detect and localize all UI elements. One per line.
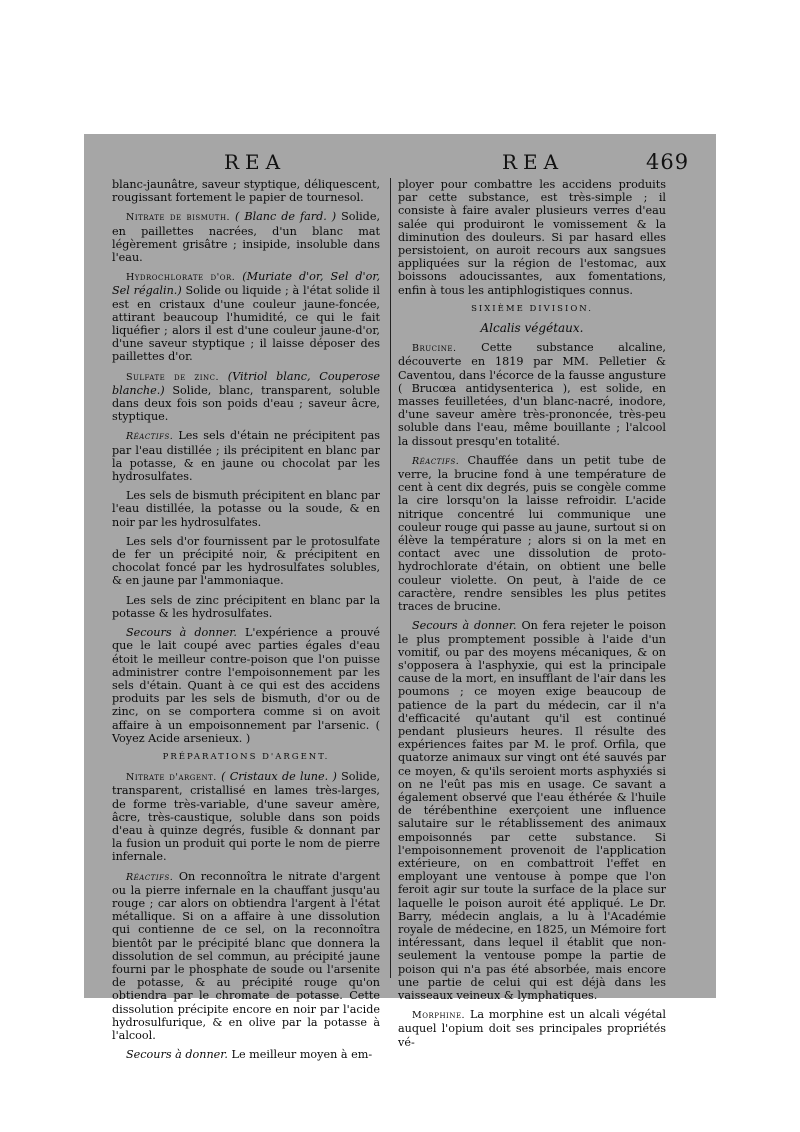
entry-label: Morphine. <box>412 1010 466 1022</box>
entry-nitrate-bismuth <box>112 210 380 264</box>
entry-text: Le meilleur moyen à em- <box>227 1048 373 1062</box>
entry-nitrate-argent <box>112 770 380 863</box>
entry-brucine <box>398 341 666 448</box>
column-rule <box>390 178 391 978</box>
entry-text: Chauffée dans un petit tube de verre, la brucine fond à une température de cent à cent dix degrés, puis se congèle comme la cire lorsqu'on la laisse refroidir. L'acide nitrique concentré lui communique une couleur rouge qui passe au jaune, surtout si on élève la température ; alors si on la met en contact avec une dissolution de proto-hydrochlorate d'étain, on obtient une belle couleur violette. On peut, à l'aide de ce caractère, rendre sensibles les plus petites traces de brucine. <box>398 453 666 614</box>
paragraph: Les sels de bismuth précipitent en blanc par l'eau distillée, la potasse ou la soude, & en noir par les hydrosulfates. <box>112 489 380 529</box>
entry-hydrochlorate-or <box>112 270 380 363</box>
section-heading: PRÉPARATIONS D'ARGENT. <box>162 751 330 762</box>
paragraph: blanc-jaunâtre, saveur styptique, déliquescent, rougissant fortement le papier de tournesol. <box>112 178 380 205</box>
page-number: 469 <box>646 150 690 174</box>
entry-text: Solide, transparent, cristallisé en lames très-larges, de forme très-variable, d'une saveur amère, âcre, très-caustique, soluble dans son poids d'eau à quinze degrés, fusible & donnant par la fusion un produit qui porte le nom de pierre infernale. <box>112 770 381 864</box>
entry-text: On reconnoîtra le nitrate d'argent ou la pierre infernale en la chauffant jusqu'au rouge ; car alors on obtiendra l'argent à l'état métallique. Si on a affaire à une dissolution qui contienne de ce sel, on la reconnoîtra bientôt par le précipité blanc que donnera la dissolution de sel commun, au précipité jaune fourni par le phosphate de soude ou l'arsenite de potasse, & au précipité rouge qu'on obtiendra par le chromate de potasse. Cette dissolution précipite encore en noir par l'acide hydrosulfurique, & en olive par la potasse à l'alcool. <box>112 869 380 1042</box>
entry-label: Réactifs. <box>412 455 460 467</box>
running-head <box>84 150 716 178</box>
entry-text: Cette substance alcaline, découverte en 1819 par MM. Pelletier & Caventou, dans l'écorce de la fausse angusture ( Brucœa antidysenterica ), est solide, en masses feuilletées, d'un blanc-nacré, inodore, d'une saveur amère très-prononcée, très-peu soluble dans l'eau, même bouillante ; l'alcool la dissout presqu'en totalité. <box>398 341 666 448</box>
entry-synonym: (Vitriol blanc, Couperose blanche.) <box>112 369 380 397</box>
running-head-right: REA <box>502 150 565 174</box>
secours-paragraph <box>112 1048 380 1061</box>
entry-label: Réactifs. <box>126 431 174 443</box>
entry-text: On fera rejeter le poison le plus promptement possible à l'aide d'un vomitif, ou par des moyens mécaniques, & on s'opposera à l'asphyxie, qui est la principale cause de la mort, en insufflant de l'air dans les poumons ; ce moyen exige beaucoup de patience de la part du médecin, car il n'a d'efficacité qu'autant qu'il est continué pendant plusieurs heures. Il résulte des expériences faites par M. le prof. Orfila, que quatorze animaux sur vingt ont été sauvés par ce moyen, & qu'ils seroient morts asphyxiés si on ne l'eût pas mis en usage. Ce savant a également observé que l'eau éthérée & l'huile de térébenthine exerçoient une influence salutaire sur le rétablissement des animaux empoisonnés par cette substance. Si l'empoisonnement provenoit de l'application extérieure, on en combattroit l'effet en employant une ventouse à pompe que l'on feroit agir sur toute la surface de la place sur laquelle le poison auroit été appliqué. Le Dr. Barry, médecin anglais, a lu à l'Académie royale de médecine, en 1825, un Mémoire fort intéressant, dans lequel il établit que non-seulement la ventouse pompe la partie de poison qui n'a pas été absorbée, mais encore une partie de celui qui est déjà dans les vaisseaux veineux & lymphatiques. <box>398 619 666 1002</box>
entry-morphine <box>398 1008 666 1049</box>
entry-label: Secours à donner. <box>126 1048 228 1062</box>
entry-text: L'expérience a prouvé que le lait coupé avec parties égales d'eau étoit le meilleur contre-poison que l'on puisse administrer contre l'empoisonnement par les sels d'étain. Quant à ce qui est des accidens produits par les sels de bismuth, d'or ou de zinc, on se comportera comme si on avoit affaire à un empoisonnement par l'arsenic. ( Voyez Acide arsenieux. ) <box>112 626 381 745</box>
paragraph: Les sels d'or fournissent par le protosulfate de fer un précipité noir, & précipitent en chocolat foncé par les hydrosulfates solubles, & en jaune par l'ammoniaque. <box>112 534 380 588</box>
section-title: Alcalis végétaux. <box>480 321 584 336</box>
entry-sulfate-zinc <box>112 370 380 424</box>
entry-label: Sulfate de zinc. <box>126 371 220 383</box>
running-head-left: REA <box>224 150 287 174</box>
entry-label: Hydrochlorate d'or. <box>126 272 236 284</box>
paragraph: Les sels de zinc précipitent en blanc par la potasse & les hydrosulfates. <box>112 593 380 620</box>
secours-paragraph <box>112 626 380 745</box>
entry-text: Solide, en paillettes nacrées, d'un blanc mat légèrement grisâtre ; insipide, insoluble dans l'eau. <box>112 210 380 265</box>
entry-label: Secours à donner. <box>126 626 237 640</box>
entry-synonym: ( Blanc de fard. ) <box>235 210 337 224</box>
entry-text: Solide, blanc, transparent, soluble dans deux fois son poids d'eau ; saveur âcre, styptique. <box>112 383 380 424</box>
reactifs-paragraph <box>112 870 380 1043</box>
scanned-page <box>84 134 716 1062</box>
section-heading: SIXIÈME DIVISION. <box>471 303 593 314</box>
right-column <box>398 178 666 1055</box>
entry-label: Secours à donner. <box>412 619 517 633</box>
entry-label: Nitrate de bismuth. <box>126 212 231 224</box>
reactifs-paragraph <box>398 454 666 613</box>
entry-label: Réactifs. <box>126 871 174 883</box>
entry-text: Solide ou liquide ; à l'état solide il est en cristaux d'une couleur jaune-foncée, attirant beaucoup l'humidité, ce qui le fait liquéfier ; alors il est d'une couleur jaune-d'or, d'une saveur styptique ; il laisse déposer des paillettes d'or. <box>112 284 380 364</box>
left-column <box>112 178 380 1067</box>
entry-text: Les sels d'étain ne précipitent pas par l'eau distillée ; ils précipitent en blanc par la potasse, & en jaune ou chocolat par les hydrosulfates. <box>112 429 380 484</box>
entry-label: Brucine. <box>412 343 457 355</box>
entry-text: La morphine est un alcali végétal auquel l'opium doit ses principales propriétés vé- <box>398 1008 666 1049</box>
paragraph: ployer pour combattre les accidens produits par cette substance, est très-simple ; il consiste à faire avaler plusieurs verres d'eau salée qui produiront le vomissement & la diminution des douleurs. Si par hasard elles persistoient, on auroit recours aux sangsues appliquées sur la région de l'estomac, aux boissons adoucissantes, aux fomentations, enfin à tous les antiphlogistiques connus. <box>398 178 666 297</box>
entry-synonym: ( Cristaux de lune. ) <box>221 770 337 784</box>
entry-synonym: (Muriate d'or, Sel d'or, Sel régalin.) <box>112 270 381 298</box>
reactifs-paragraph <box>112 429 380 483</box>
entry-label: Nitrate d'argent. <box>126 772 217 784</box>
secours-paragraph <box>398 619 666 1002</box>
